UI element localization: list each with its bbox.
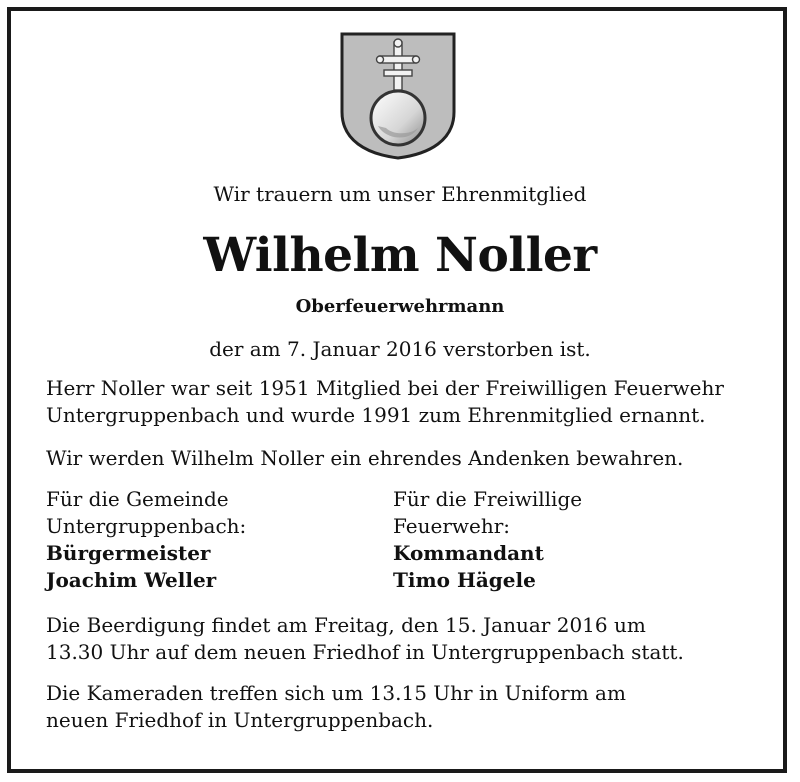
signature-right-person: Timo Hägele [393,568,536,592]
signature-left-line-2: Untergruppenbach: [46,514,247,538]
membership-line-1: Herr Noller war seit 1951 Mitglied bei der Freiwilligen Feuerwehr [46,376,724,400]
funeral-paragraph [46,612,758,666]
signature-right-line-1: Für die Freiwillige [393,487,583,511]
remembrance-paragraph: Wir werden Wilhelm Noller ein ehrendes Andenken bewahren. [46,446,684,470]
meeting-line-2: neuen Friedhof in Untergruppenbach. [46,708,434,732]
deceased-rank: Oberfeuerwehrmann [295,296,505,317]
signature-right-line-2: Feuerwehr: [393,514,511,538]
funeral-line-1: Die Beerdigung findet am Freitag, den 15. Januar 2016 um [46,613,646,637]
signature-municipality [46,486,376,594]
intro-line: Wir trauern um unser Ehrenmitglied [213,182,587,206]
signature-right-title: Kommandant [393,541,544,565]
membership-line-2: Untergruppenbach und wurde 1991 zum Ehrenmitglied ernannt. [46,403,706,427]
signature-left-line-1: Für die Gemeinde [46,487,229,511]
membership-paragraph [46,375,758,429]
signature-left-person: Joachim Weller [46,568,217,592]
signature-left-title: Bürgermeister [46,541,211,565]
meeting-paragraph [46,680,758,734]
coat-of-arms-icon [338,30,458,162]
deceased-name: Wilhelm Noller [203,228,597,283]
funeral-line-2: 13.30 Uhr auf dem neuen Friedhof in Untergruppenbach statt. [46,640,684,664]
signature-fire-department [393,486,723,594]
death-date-line: der am 7. Januar 2016 verstorben ist. [209,337,591,361]
meeting-line-1: Die Kameraden treffen sich um 13.15 Uhr in Uniform am [46,681,626,705]
